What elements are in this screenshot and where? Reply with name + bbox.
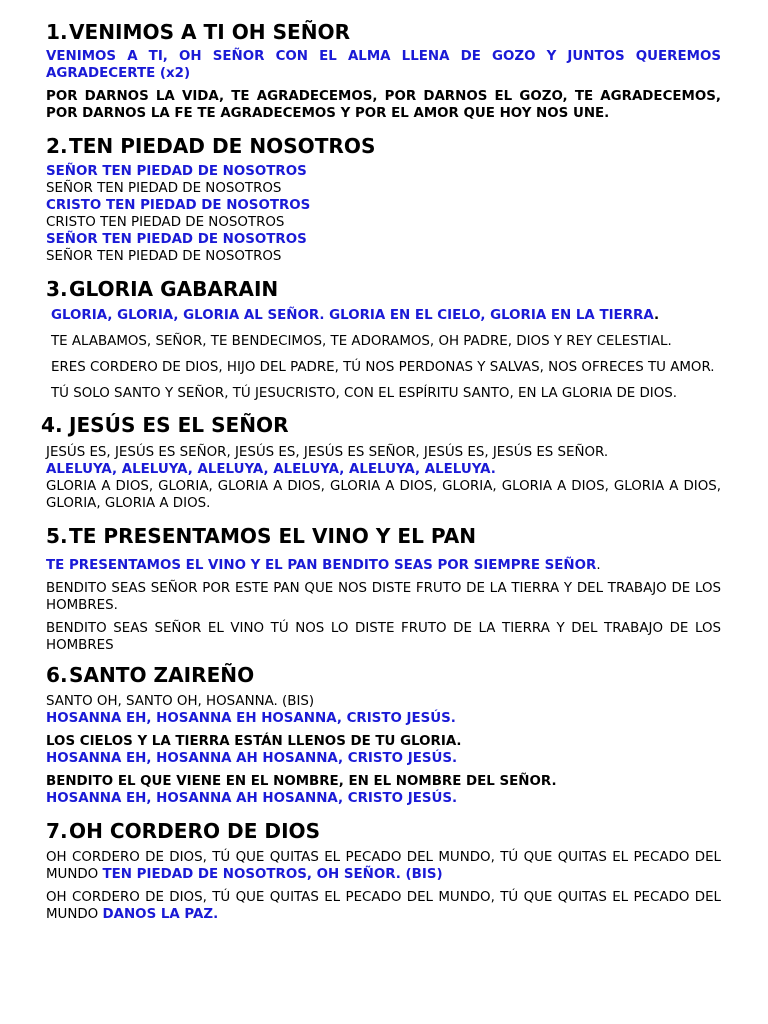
song-sheet xyxy=(41,20,721,923)
song-6-line-1: SANTO OH, SANTO OH, HOSANNA. (BIS) xyxy=(46,694,315,709)
song-2-line-5: SEÑOR TEN PIEDAD DE NOSOTROS xyxy=(46,232,307,247)
song-6-heading xyxy=(46,663,721,687)
song-1-heading xyxy=(46,20,721,44)
song-7 xyxy=(46,819,721,923)
song-6-title: SANTO ZAIREÑO xyxy=(69,663,255,687)
song-6-number: 6. xyxy=(46,663,68,687)
song-6-line-3: LOS CIELOS Y LA TIERRA ESTÁN LLENOS DE TU GLORIA. xyxy=(46,734,462,749)
song-1-title: VENIMOS A TI OH SEÑOR xyxy=(69,20,351,44)
song-3-heading xyxy=(46,277,721,301)
song-4-line-3: GLORIA A DIOS, GLORIA, GLORIA A DIOS, GLORIA A DIOS, GLORIA, GLORIA A DIOS, GLORIA A DIOS, GLORIA, GLORIA A DIOS. xyxy=(46,479,721,511)
song-4-heading xyxy=(41,413,721,437)
song-5-number: 5. xyxy=(46,524,68,548)
song-1-verse: POR DARNOS LA VIDA, TE AGRADECEMOS, POR DARNOS EL GOZO, TE AGRADECEMOS, POR DARNOS LA FE TE AGRADECEMOS Y POR EL AMOR QUE HOY NOS UNE. xyxy=(46,89,721,121)
song-1-number: 1. xyxy=(46,20,68,44)
song-7-verse-1 xyxy=(46,849,721,883)
song-2-line-6: SEÑOR TEN PIEDAD DE NOSOTROS xyxy=(46,249,282,264)
song-5-heading xyxy=(46,524,721,548)
song-5-chorus-text: TE PRESENTAMOS EL VINO Y EL PAN BENDITO SEAS POR SIEMPRE SEÑOR xyxy=(46,558,597,573)
song-2-line-1: SEÑOR TEN PIEDAD DE NOSOTROS xyxy=(46,164,307,179)
song-2-line-4: CRISTO TEN PIEDAD DE NOSOTROS xyxy=(46,215,285,230)
song-3-chorus xyxy=(46,307,721,324)
song-2-heading xyxy=(46,134,721,158)
song-5-chorus-period: . xyxy=(596,558,601,573)
song-3-number: 3. xyxy=(46,277,68,301)
song-5-title: TE PRESENTAMOS EL VINO Y EL PAN xyxy=(69,524,477,548)
song-3-chorus-text: GLORIA, GLORIA, GLORIA AL SEÑOR. GLORIA EN EL CIELO, GLORIA EN LA TIERRA xyxy=(51,308,654,323)
song-7-title: OH CORDERO DE DIOS xyxy=(69,819,321,843)
song-6-line-4: HOSANNA EH, HOSANNA AH HOSANNA, CRISTO JESÚS. xyxy=(46,751,458,766)
song-2-line-2: SEÑOR TEN PIEDAD DE NOSOTROS xyxy=(46,181,282,196)
song-1-chorus: VENIMOS A TI, OH SEÑOR CON EL ALMA LLENA DE GOZO Y JUNTOS QUEREMOS AGRADECERTE (x2) xyxy=(46,49,721,81)
song-7-verse-2-text: OH CORDERO DE DIOS, TÚ QUE QUITAS EL PECADO DEL MUNDO, TÚ QUE QUITAS EL PECADO DEL MUNDO xyxy=(46,890,721,922)
song-6-line-2: HOSANNA EH, HOSANNA EH HOSANNA, CRISTO JESÚS. xyxy=(46,711,456,726)
song-7-verse-2-response: DANOS LA PAZ. xyxy=(102,907,219,922)
song-3-title: GLORIA GABARAIN xyxy=(69,277,279,301)
song-3-verse-3: TÚ SOLO SANTO Y SEÑOR, TÚ JESUCRISTO, CON EL ESPÍRITU SANTO, EN LA GLORIA DE DIOS. xyxy=(51,386,678,401)
song-2 xyxy=(46,134,721,265)
song-3-verse-1: TE ALABAMOS, SEÑOR, TE BENDECIMOS, TE ADORAMOS, OH PADRE, DIOS Y REY CELESTIAL. xyxy=(51,334,672,349)
song-6-line-5: BENDITO EL QUE VIENE EN EL NOMBRE, EN EL NOMBRE DEL SEÑOR. xyxy=(46,774,557,789)
song-7-verse-2 xyxy=(46,889,721,923)
song-4-title: JESÚS ES EL SEÑOR xyxy=(69,413,289,437)
song-3-verse-2: ERES CORDERO DE DIOS, HIJO DEL PADRE, TÚ NOS PERDONAS Y SALVAS, NOS OFRECES TU AMOR. xyxy=(51,360,715,375)
song-7-heading xyxy=(46,819,721,843)
song-5-chorus xyxy=(46,557,721,574)
song-5-verse-1: BENDITO SEAS SEÑOR POR ESTE PAN QUE NOS DISTE FRUTO DE LA TIERRA Y DEL TRABAJO DE LOS HOMBRES. xyxy=(46,581,721,613)
song-1 xyxy=(46,20,721,122)
song-2-number: 2. xyxy=(46,134,68,158)
song-7-verse-1-response: TEN PIEDAD DE NOSOTROS, OH SEÑOR. (BIS) xyxy=(102,867,443,882)
song-5 xyxy=(46,524,721,654)
song-4 xyxy=(41,413,721,512)
song-5-verse-2: BENDITO SEAS SEÑOR EL VINO TÚ NOS LO DISTE FRUTO DE LA TIERRA Y DEL TRABAJO DE LOS HOMBRES xyxy=(46,621,721,653)
song-6 xyxy=(46,663,721,807)
song-4-number: 4. xyxy=(41,413,63,437)
song-6-line-6: HOSANNA EH, HOSANNA AH HOSANNA, CRISTO JESÚS. xyxy=(46,791,458,806)
song-7-verse-1-text: OH CORDERO DE DIOS, TÚ QUE QUITAS EL PECADO DEL MUNDO, TÚ QUE QUITAS EL PECADO DEL MUNDO xyxy=(46,850,721,882)
song-4-line-2: ALELUYA, ALELUYA, ALELUYA, ALELUYA, ALELUYA, ALELUYA. xyxy=(46,462,496,477)
song-2-line-3: CRISTO TEN PIEDAD DE NOSOTROS xyxy=(46,198,311,213)
song-4-line-1: JESÚS ES, JESÚS ES SEÑOR, JESÚS ES, JESÚS ES SEÑOR, JESÚS ES, JESÚS ES SEÑOR. xyxy=(46,445,609,460)
song-2-title: TEN PIEDAD DE NOSOTROS xyxy=(69,134,376,158)
song-7-number: 7. xyxy=(46,819,68,843)
song-3 xyxy=(46,277,721,402)
song-3-chorus-period: . xyxy=(653,308,660,323)
